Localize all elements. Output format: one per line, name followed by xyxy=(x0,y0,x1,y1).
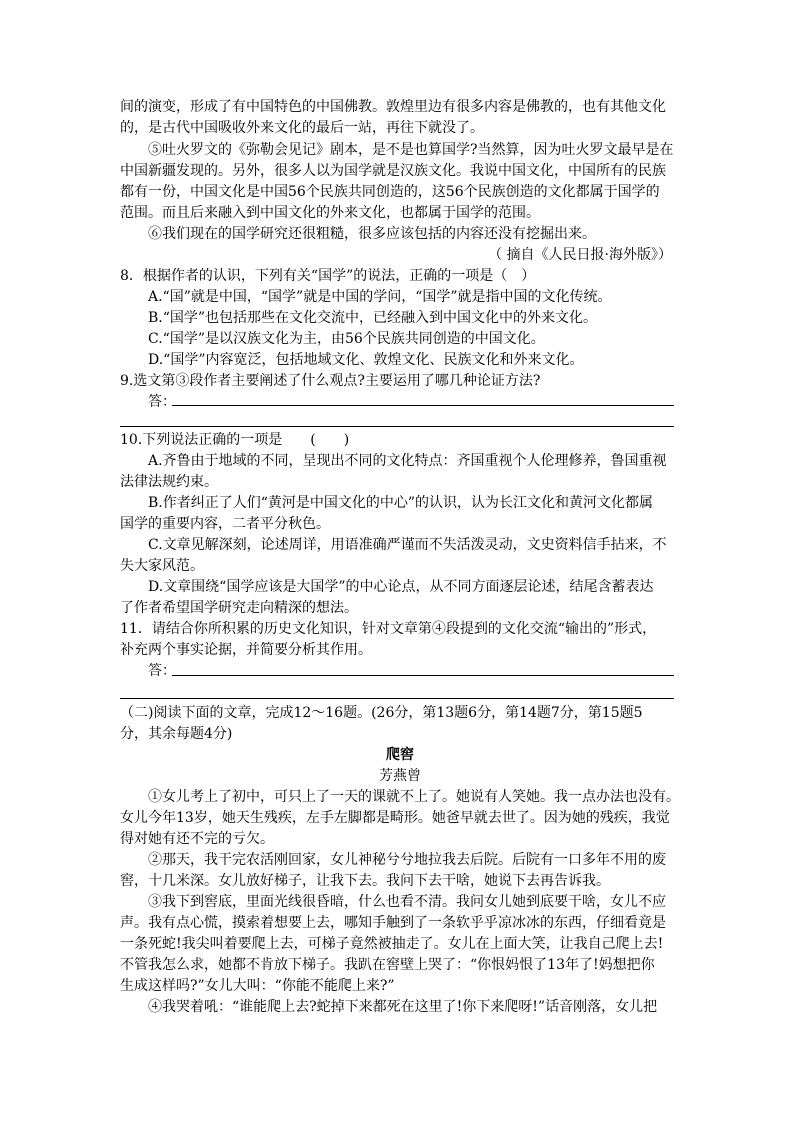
text-line: 法律法规约束。 xyxy=(120,474,218,490)
answer-label: 答： xyxy=(148,394,176,410)
text-line: 中国新疆发现的。另外，很多人以为国学就是汉族文化。我说中国文化，中国所有的民族 xyxy=(120,163,666,179)
question-11-stem: 11．请结合你所积累的历史文化知识，针对文章第④段提到的文化交流“输出的”形式， xyxy=(120,621,657,637)
question-10-option-c: C.文章见解深刻，论述周详，用语准确严谨而不失活泼灵动，文史资料信手拈来，不 xyxy=(148,537,667,553)
answer-label: 答： xyxy=(148,663,176,679)
section-heading: （二)阅读下面的文章，完成12～16题。(26分，第13题6分，第14题7分，第15题5 xyxy=(120,705,643,721)
text-line: 补充两个事实论据，并简要分析其作用。 xyxy=(120,642,372,658)
text-line: 声。我有点心慌，摸索着想要上去，哪知手触到了一条软乎乎凉冰冰的东西，仔细看竟是 xyxy=(120,915,666,931)
text-line: 分，其余每题4分) xyxy=(120,726,233,742)
text-line: ⑥我们现在的国学研究还很粗糙，很多应该包括的内容还没有挖掘出来。 xyxy=(148,226,596,242)
text-line: 窖，十几米深。女儿放好梯子，让我下去。我问下去干啥，她说下去再告诉我。 xyxy=(120,873,610,889)
text-line: ⑤吐火罗文的《弥勒会见记》剧本，是不是也算国学?当然算，因为吐火罗文最早是在 xyxy=(148,142,674,158)
question-8-stem: 8．根据作者的认识，下列有关“国学”的说法，正确的一项是（ ） xyxy=(120,268,536,284)
text-line: 范围。而且后来融入到中国文化的外来文化，也都属于国学的范围。 xyxy=(120,205,540,221)
text-line: ②那天，我干完农活刚回家，女儿神秘兮兮地拉我去后院。后院有一口多年不用的废 xyxy=(148,852,666,868)
question-10-option-b: B.作者纠正了人们“黄河是中国文化的中心”的认识，认为长江文化和黄河文化都属 xyxy=(148,495,654,511)
text-line: 都有一份，中国文化是中国56个民族共同创造的，这56个民族创造的文化都属于国学的 xyxy=(120,184,660,200)
text-line: 了作者希望国学研究走向精深的想法。 xyxy=(120,600,358,616)
text-line: 一条死蛇!我尖叫着要爬上去，可梯子竟然被抽走了。女儿在上面大笑，让我自己爬上去! xyxy=(120,936,664,952)
text-line: 生成这样吗?”女儿大叫：“你能不能爬上来?” xyxy=(120,978,395,994)
text-line: 间的演变，形成了有中国特色的中国佛教。敦煌里边有很多内容是佛教的，也有其他文化 xyxy=(120,99,666,115)
question-8-option-d: D.“国学”内容宽泛，包括地域文化、敦煌文化、民族文化和外来文化。 xyxy=(148,352,584,368)
text-line: ③我下到窖底，里面光线很昏暗，什么也看不清。我问女儿她到底要干啥，女儿不应 xyxy=(148,894,666,910)
question-10-option-a: A.齐鲁由于地域的不同，呈现出不同的文化特点：齐国重视个人伦理修养，鲁国重视 xyxy=(148,453,667,469)
story-author: 芳燕曾 xyxy=(379,768,421,784)
question-8-option-b: B.“国学”也包括那些在文化交流中，已经融入到中国文化中的外来文化。 xyxy=(148,310,598,326)
text-line: 女儿今年13岁，她天生残疾，左手左脚都是畸形。她爸早就去世了。因为她的残疾，我觉 xyxy=(120,810,670,826)
text-line: 的，是古代中国吸收外来文化的最后一站，再往下就没了。 xyxy=(120,120,484,136)
text-line: 失大家风范。 xyxy=(120,558,204,574)
question-8-option-a: A.“国”就是中国，“国学”就是中国的学问，“国学”就是指中国的文化传统。 xyxy=(148,289,612,305)
text-line: 得对她有还不完的亏欠。 xyxy=(120,831,274,847)
story-title: 爬窖 xyxy=(386,747,414,763)
text-line: 国学的重要内容，二者平分秋色。 xyxy=(120,516,330,532)
answer-line[interactable] xyxy=(120,698,674,699)
text-line: 不管我怎么求，她都不肯放下梯子。我趴在窖壁上哭了：“你恨妈恨了13年了!妈想把你 xyxy=(120,957,655,973)
answer-line[interactable] xyxy=(120,426,674,427)
answer-line[interactable] xyxy=(172,405,674,406)
question-9-stem: 9.选文第③段作者主要阐述了什么观点?主要运用了哪几种论证方法? xyxy=(120,373,541,389)
text-line: ①女儿考上了初中，可只上了一天的课就不上了。她说有人笑她。我一点办法也没有。 xyxy=(148,789,680,805)
answer-line[interactable] xyxy=(172,675,674,676)
question-10-option-d: D.文章围绕“国学应该是大国学”的中心论点，从不同方面逐层论述，结尾含蓄表达 xyxy=(148,579,654,595)
question-10-stem: 10.下列说法正确的一项是 ( ) xyxy=(120,432,350,448)
text-line: ④我哭着吼：“谁能爬上去?蛇掉下来都死在这里了!你下来爬呀!”话音刚落，女儿把 xyxy=(148,999,658,1015)
question-8-option-c: C.“国学”是以汉族文化为主，由56个民族共同创造的中国文化。 xyxy=(148,331,545,347)
source-citation: （ 摘自《人民日报·海外版》） xyxy=(488,247,672,263)
